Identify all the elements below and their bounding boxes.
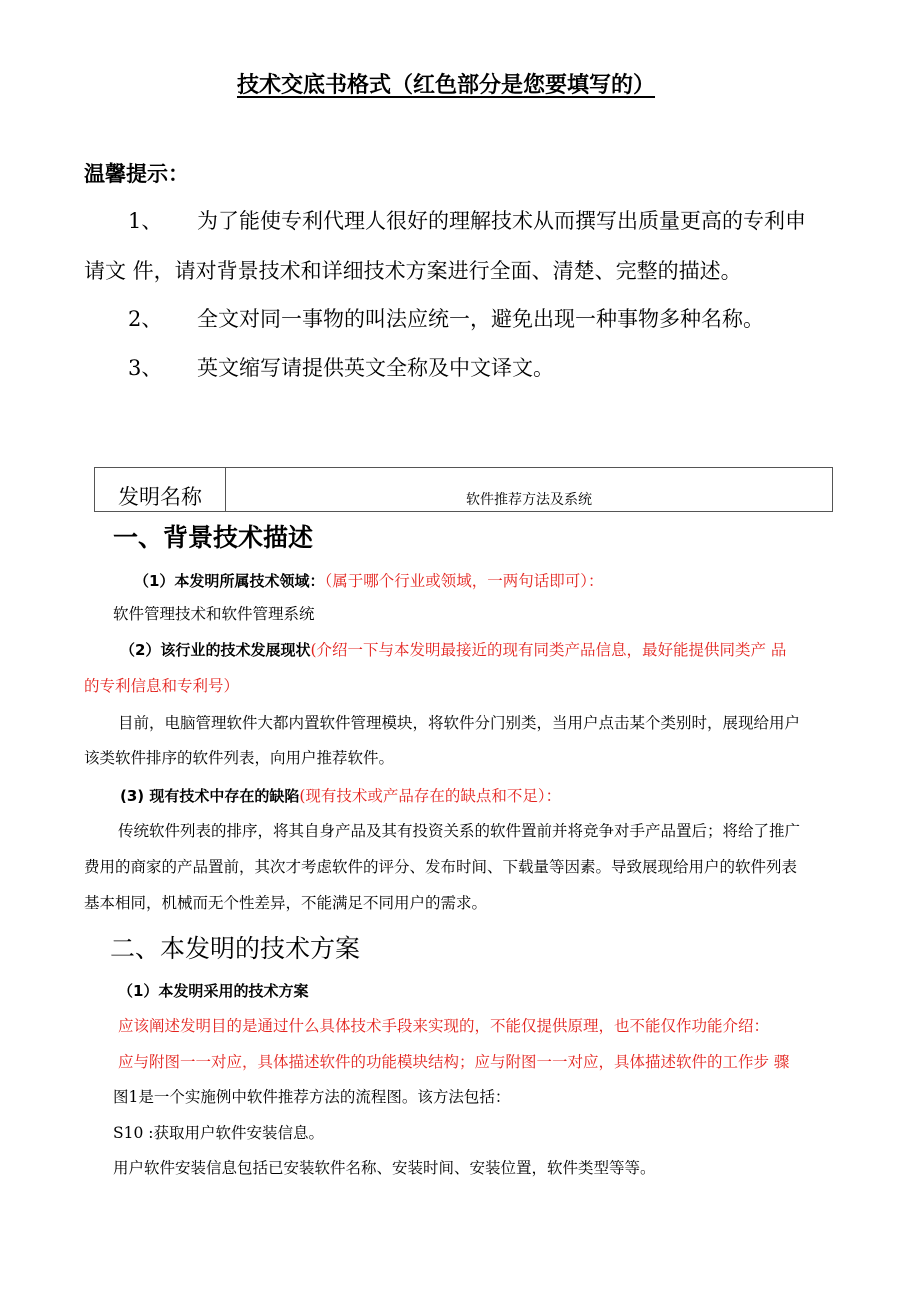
- scheme-hint-2: 应与附图一一对应，具体描述软件的功能模块结构；应与附图一一对应，具体描述软件的工作步 骤: [118, 1053, 790, 1071]
- tip-item-1: [0, 205, 920, 235]
- tip-number: 2、: [128, 307, 163, 331]
- scheme-paragraph-3: 用户软件安装信息包括已安装软件名称、安装时间、安装位置，软件类型等等。: [113, 1159, 656, 1177]
- technical-field-hint: （属于哪个行业或领域，一两句话即可）：: [324, 572, 604, 590]
- section-background-heading: 一、背景技术描述: [113, 523, 314, 552]
- technical-field-label: （1）本发明所属技术领域：: [134, 572, 325, 590]
- tip-text: 英文缩写请提供英文全称及中文译文。: [197, 356, 554, 380]
- tips-heading: 温馨提示：: [84, 162, 189, 186]
- technical-field-line: [134, 569, 603, 591]
- page-title: 技术交底书格式（红色部分是您要填写的）: [237, 73, 656, 98]
- tip-text: 为了能使专利代理人很好的理解技术从而撰写出质量更高的专利申: [197, 209, 806, 233]
- defects-content-3: 基本相同，机械而无个性差异，不能满足不同用户的需求。: [84, 894, 488, 912]
- scheme-paragraph-1: 图1是一个实施例中软件推荐方法的流程图。该方法包括：: [113, 1088, 511, 1106]
- scheme-label: （1）本发明采用的技术方案: [118, 982, 309, 1000]
- tip-number: 3、: [128, 356, 163, 380]
- defects-line: [120, 784, 561, 806]
- tech-status-line: [120, 638, 786, 660]
- technical-field-content: 软件管理技术和软件管理系统: [113, 605, 315, 623]
- tip-text: 全文对同一事物的叫法应统一，避免出现一种事物多种名称。: [197, 307, 764, 331]
- defects-hint: (现有技术或产品存在的缺点和不足）：: [299, 787, 562, 805]
- tip-item-2: [0, 303, 920, 333]
- invention-name-value: 软件推荐方法及系统: [226, 468, 833, 512]
- tech-status-content: 目前，电脑管理软件大都内置软件管理模块，将软件分门别类，当用户点击某个类别时，展现给用户: [118, 714, 801, 732]
- section-technical-scheme-heading: 二、本发明的技术方案: [110, 934, 361, 963]
- tip-number: 1、: [128, 209, 163, 233]
- defects-label: (3) 现有技术中存在的缺陷: [120, 787, 300, 805]
- scheme-paragraph-2: S10 :获取用户软件安装信息。: [113, 1124, 324, 1142]
- tech-status-hint-continued: 的专利信息和专利号）: [84, 677, 240, 695]
- scheme-hint-1: 应该阐述发明目的是通过什么具体技术手段来实现的，不能仅提供原理，也不能仅作功能介绍：: [118, 1017, 770, 1035]
- invention-name-label: 发明名称: [95, 468, 226, 512]
- tech-status-content-continued: 该类软件排序的软件列表，向用户推荐软件。: [84, 749, 395, 767]
- defects-content-2: 费用的商家的产品置前，其次才考虑软件的评分、发布时间、下载量等因素。导致展现给用户的软件列表: [84, 858, 798, 876]
- invention-name-table: [94, 467, 833, 512]
- tech-status-label: （2）该行业的技术发展现状: [120, 641, 311, 659]
- tip-item-3: [0, 352, 920, 382]
- tip-item-1-continued: 请文 件，请对背景技术和详细技术方案进行全面、清楚、完整的描述。: [84, 259, 742, 283]
- tech-status-hint: (介绍一下与本发明最接近的现有同类产品信息，最好能提供同类产 品: [310, 641, 787, 659]
- defects-content: 传统软件列表的排序，将其自身产品及其有投资关系的软件置前并将竞争对手产品置后；将给了推广: [118, 822, 801, 840]
